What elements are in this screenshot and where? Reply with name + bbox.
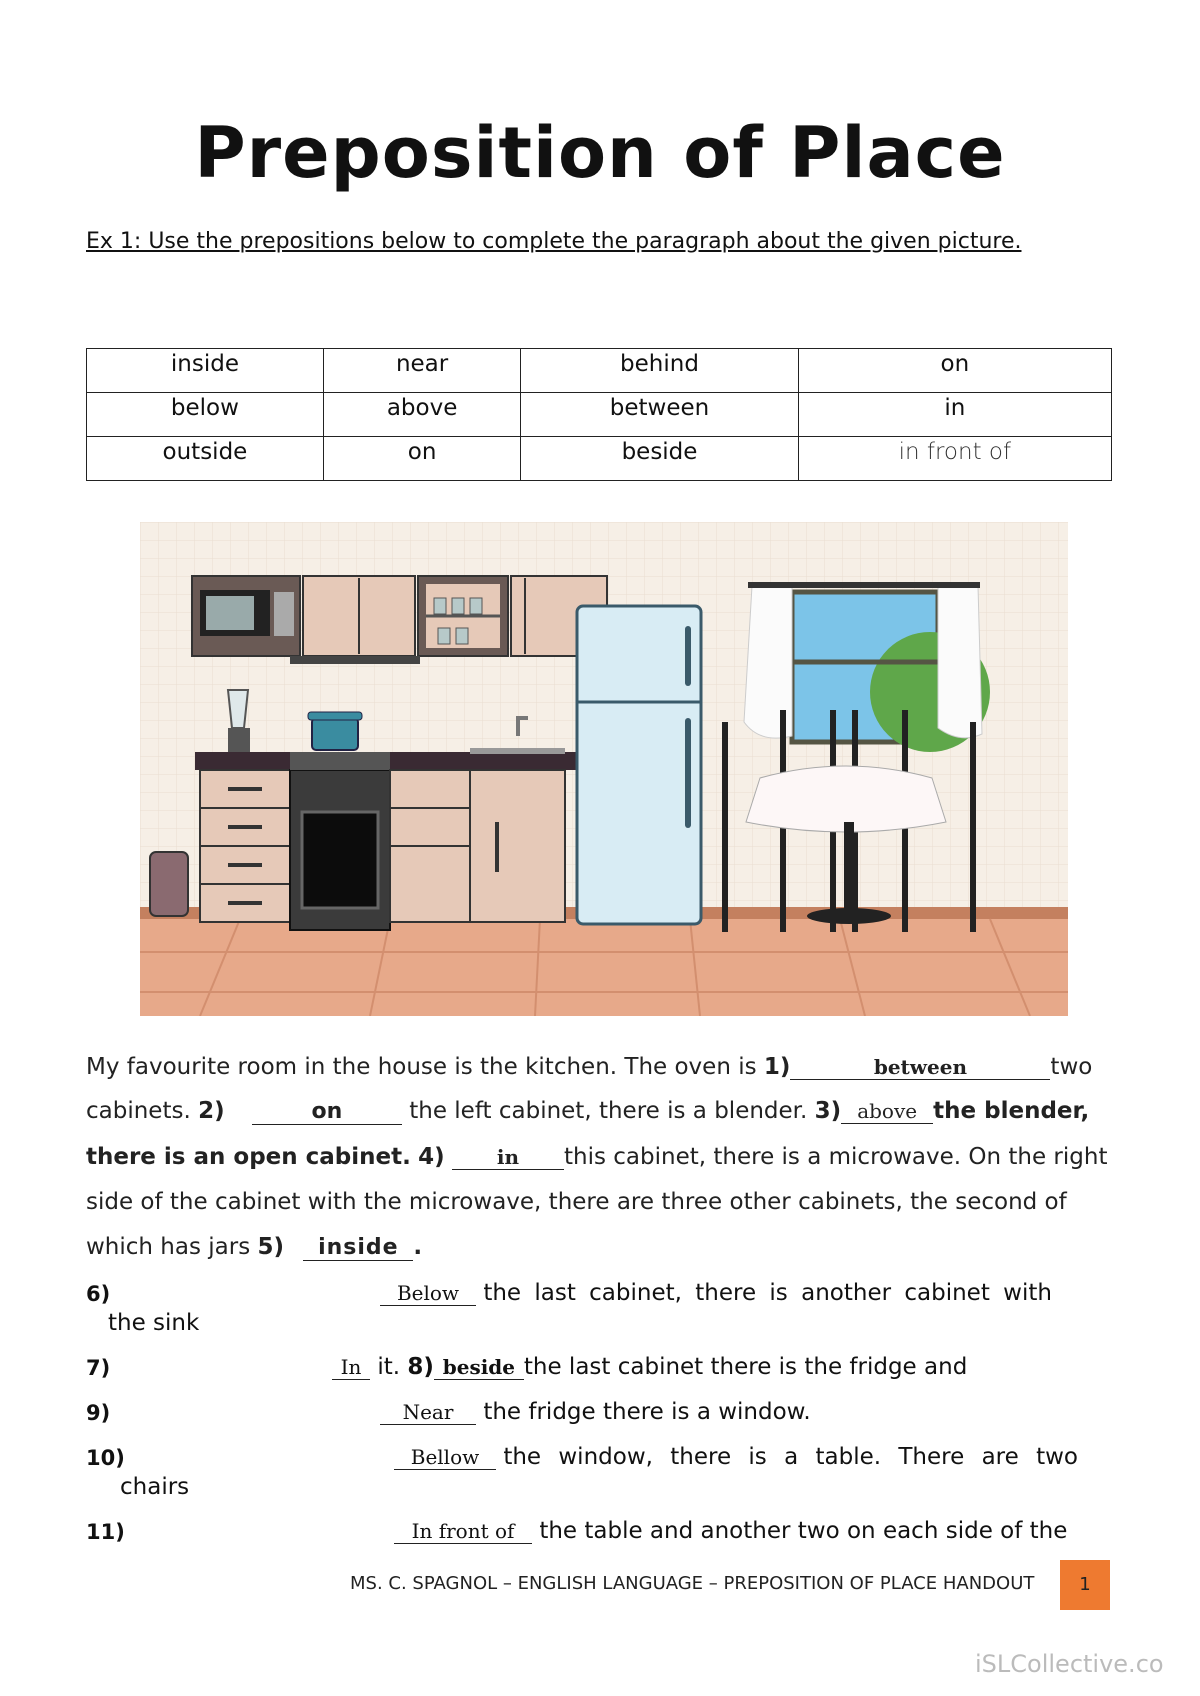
item-number: 9) <box>86 1401 111 1425</box>
paragraph-text: the left cabinet, there is a blender. <box>409 1098 808 1124</box>
paragraph-line-3 <box>86 1144 1116 1170</box>
item-line <box>394 1444 1078 1470</box>
table-cell: on <box>323 437 520 481</box>
watermark: iSLCollective.co <box>975 1650 1164 1678</box>
paragraph-line-4 <box>86 1189 1116 1215</box>
item-text: it. <box>377 1354 401 1380</box>
question-number: 5) <box>257 1234 285 1260</box>
item-line <box>394 1518 1067 1544</box>
item-continuation: the sink <box>108 1310 200 1336</box>
question-number: 3) <box>814 1098 842 1124</box>
page-title: Preposition of Place <box>194 112 1006 194</box>
item-line <box>380 1280 1052 1306</box>
item-number: 6) <box>86 1282 111 1306</box>
item-text: the last cabinet, there is another cabinet with <box>483 1280 1052 1306</box>
item-text: the window, there is a table. There are two <box>503 1444 1078 1470</box>
paragraph-line-5 <box>86 1234 1116 1261</box>
question-number: 4) <box>418 1144 445 1170</box>
table-cell: behind <box>521 349 798 393</box>
answer-blank: In <box>332 1355 370 1380</box>
answer-blank: in <box>452 1145 564 1170</box>
item-line <box>380 1399 811 1425</box>
answer-blank: above <box>841 1099 933 1124</box>
answer-blank: on <box>252 1099 402 1125</box>
exercise-instruction: Ex 1: Use the prepositions below to complete the paragraph about the given picture. <box>86 229 1022 254</box>
paragraph-line-2 <box>86 1098 1116 1125</box>
table-row <box>87 349 1112 393</box>
answer-blank: Near <box>380 1400 476 1425</box>
table-cell: in front of <box>798 437 1111 481</box>
paragraph-text: there is an open cabinet. <box>86 1144 411 1170</box>
table-cell: between <box>521 393 798 437</box>
table-row <box>87 437 1112 481</box>
paragraph-line-1 <box>86 1054 1116 1080</box>
question-number: 1) <box>763 1054 791 1080</box>
paragraph-text: cabinets. <box>86 1098 191 1124</box>
item-continuation: chairs <box>120 1474 190 1500</box>
table-cell: inside <box>87 349 324 393</box>
question-number: 2) <box>198 1098 225 1124</box>
answer-blank: inside <box>303 1235 413 1261</box>
table-cell: above <box>323 393 520 437</box>
item-text: the fridge there is a window. <box>483 1399 811 1425</box>
page-footer: MS. C. SPAGNOL – ENGLISH LANGUAGE – PREPOSITION OF PLACE HANDOUT <box>350 1573 1035 1594</box>
answer-blank: Below <box>380 1281 476 1306</box>
item-line <box>332 1354 967 1380</box>
answer-blank: beside <box>434 1355 524 1380</box>
kitchen-illustration <box>140 522 1068 1016</box>
paragraph-text: . <box>413 1234 423 1260</box>
answer-blank: In front of <box>394 1519 532 1544</box>
table-cell: beside <box>521 437 798 481</box>
fridge <box>577 606 701 924</box>
item-text: the table and another two on each side of the <box>539 1518 1068 1544</box>
paragraph-text: two <box>1050 1054 1093 1080</box>
paragraph-text: which has jars <box>86 1234 251 1260</box>
table-cell: below <box>87 393 324 437</box>
microwave-cabinet <box>192 576 300 656</box>
item-number: 10) <box>86 1446 125 1470</box>
preposition-table <box>86 348 1112 481</box>
table-cell: outside <box>87 437 324 481</box>
paragraph-text: My favourite room in the house is the kitchen. The oven is <box>86 1054 757 1080</box>
item-number: 7) <box>86 1356 111 1380</box>
paragraph-text: side of the cabinet with the microwave, there are three other cabinets, the second of <box>86 1189 1067 1215</box>
page-number-badge: 1 <box>1060 1560 1110 1610</box>
table-row <box>87 393 1112 437</box>
answer-blank: Bellow <box>394 1445 496 1470</box>
table-cell: in <box>798 393 1111 437</box>
paragraph-text: the blender, <box>933 1098 1090 1124</box>
item-number: 11) <box>86 1520 125 1544</box>
table-cell: near <box>323 349 520 393</box>
item-text: the last cabinet there is the fridge and <box>523 1354 968 1380</box>
answer-blank: between <box>790 1055 1050 1080</box>
table-cell: on <box>798 349 1111 393</box>
pot <box>308 712 362 750</box>
paragraph-text: this cabinet, there is a microwave. On the right <box>564 1144 1108 1170</box>
question-number: 8) <box>407 1354 434 1380</box>
oven <box>290 752 390 930</box>
